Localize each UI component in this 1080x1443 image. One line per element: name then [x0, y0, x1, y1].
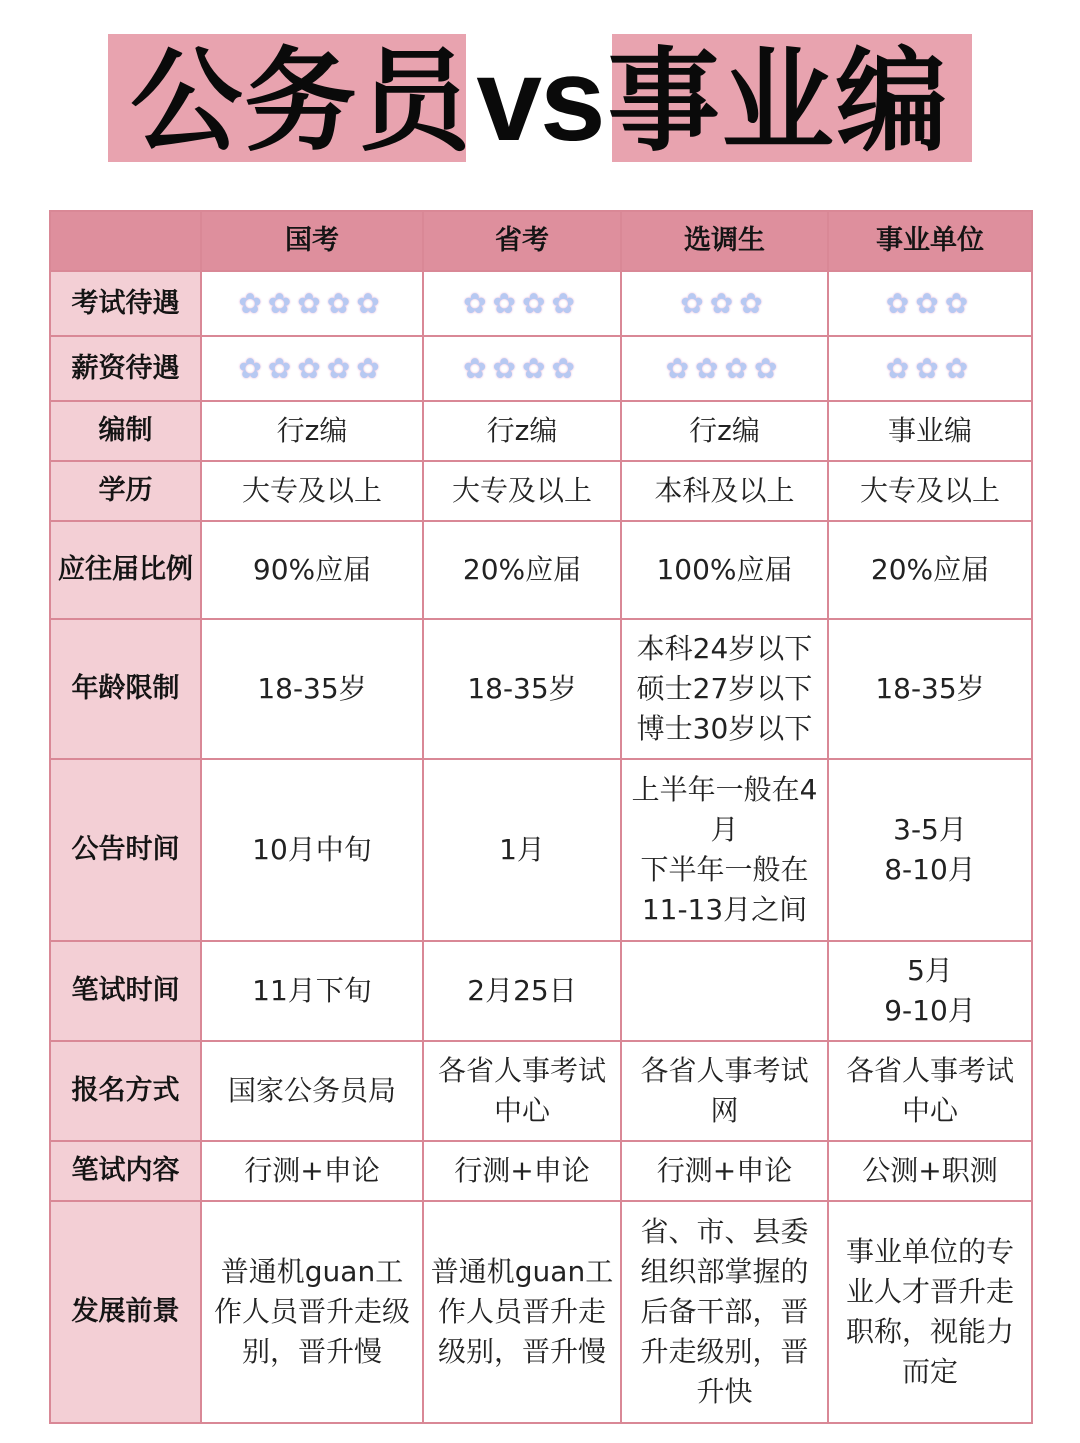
star-flower-icon: ✿: [492, 351, 522, 385]
star-rating: [201, 336, 423, 401]
table-row: [50, 619, 1032, 759]
star-flower-icon: ✿: [944, 286, 975, 320]
table-cell: 100%应届: [621, 521, 828, 619]
star-flower-icon: ✿: [297, 286, 327, 320]
table-cell: 2月25日: [423, 941, 621, 1041]
row-label: 应往届比例: [50, 521, 201, 619]
title-vs: vs: [476, 34, 604, 166]
star-flower-icon: ✿: [915, 351, 945, 385]
table-cell: 行测+申论: [423, 1141, 621, 1201]
page-title: [0, 34, 1080, 166]
table-cell: 1月: [423, 759, 621, 941]
star-flower-icon: ✿: [238, 286, 268, 320]
star-flower-icon: ✿: [463, 286, 493, 320]
table-cell: 大专及以上: [201, 461, 423, 521]
row-label: 报名方式: [50, 1041, 201, 1141]
column-header: 国考: [201, 211, 423, 271]
table-cell: 各省人事考试网: [621, 1041, 828, 1141]
row-label: 考试待遇: [50, 271, 201, 336]
table-row: [50, 461, 1032, 521]
star-flower-icon: ✿: [551, 286, 581, 320]
star-flower-icon: ✿: [885, 286, 916, 320]
star-rating: [621, 336, 828, 401]
table-cell: 5月 9-10月: [828, 941, 1032, 1041]
table-cell: 大专及以上: [828, 461, 1032, 521]
star-flower-icon: ✿: [356, 286, 386, 320]
table-cell: 普通机guan工作人员晋升走级别，晋升慢: [423, 1201, 621, 1423]
table-cell: [621, 941, 828, 1041]
star-flower-icon: ✿: [915, 286, 945, 320]
table-cell: 20%应届: [423, 521, 621, 619]
comparison-table: [49, 210, 1033, 1424]
table-cell: 行z编: [201, 401, 423, 461]
star-flower-icon: ✿: [267, 286, 298, 320]
star-flower-icon: ✿: [739, 286, 769, 320]
row-label: 笔试内容: [50, 1141, 201, 1201]
table-row: [50, 1201, 1032, 1423]
table-cell: 国家公务员局: [201, 1041, 423, 1141]
table-cell: 各省人事考试中心: [828, 1041, 1032, 1141]
star-rating: [621, 271, 828, 336]
table-cell: 省、市、县委组织部掌握的后备干部，晋升走级别，晋升快: [621, 1201, 828, 1423]
table-row: [50, 271, 1032, 336]
table-row: [50, 336, 1032, 401]
star-rating: [423, 271, 621, 336]
row-label: 发展前景: [50, 1201, 201, 1423]
row-label: 年龄限制: [50, 619, 201, 759]
star-flower-icon: ✿: [356, 351, 386, 385]
star-flower-icon: ✿: [492, 286, 522, 320]
table-cell: 行z编: [621, 401, 828, 461]
table-cell: 20%应届: [828, 521, 1032, 619]
table-cell: 11月下旬: [201, 941, 423, 1041]
star-flower-icon: ✿: [885, 351, 916, 385]
column-header: 事业单位: [828, 211, 1032, 271]
star-flower-icon: ✿: [297, 351, 327, 385]
table-cell: 行z编: [423, 401, 621, 461]
table-row: [50, 521, 1032, 619]
row-label: 学历: [50, 461, 201, 521]
table-cell: 本科24岁以下 硕士27岁以下 博士30岁以下: [621, 619, 828, 759]
star-flower-icon: ✿: [522, 351, 552, 385]
table-cell: 上半年一般在4月 下半年一般在11-13月之间: [621, 759, 828, 941]
title-part1: 公务员: [130, 37, 473, 167]
star-flower-icon: ✿: [326, 351, 357, 385]
star-rating: [423, 336, 621, 401]
row-label: 编制: [50, 401, 201, 461]
table-row: [50, 941, 1032, 1041]
table-cell: 本科及以上: [621, 461, 828, 521]
table-cell: 90%应届: [201, 521, 423, 619]
star-rating: [828, 271, 1032, 336]
table-cell: 10月中旬: [201, 759, 423, 941]
title-part2: 事业编: [607, 37, 950, 167]
column-header: 选调生: [621, 211, 828, 271]
star-flower-icon: ✿: [522, 286, 552, 320]
table-cell: 大专及以上: [423, 461, 621, 521]
star-flower-icon: ✿: [463, 351, 493, 385]
star-flower-icon: ✿: [551, 351, 581, 385]
table-row: [50, 401, 1032, 461]
row-label: 公告时间: [50, 759, 201, 941]
table-cell: 18-35岁: [201, 619, 423, 759]
star-flower-icon: ✿: [695, 351, 725, 385]
star-flower-icon: ✿: [267, 351, 298, 385]
star-flower-icon: ✿: [753, 351, 784, 385]
star-flower-icon: ✿: [238, 351, 268, 385]
star-flower-icon: ✿: [665, 351, 696, 385]
header-corner: [50, 211, 201, 271]
star-flower-icon: ✿: [680, 286, 710, 320]
table-cell: 公测+职测: [828, 1141, 1032, 1201]
table-row: [50, 1141, 1032, 1201]
table-cell: 3-5月 8-10月: [828, 759, 1032, 941]
table-cell: 18-35岁: [828, 619, 1032, 759]
table-cell: 行测+申论: [201, 1141, 423, 1201]
row-label: 笔试时间: [50, 941, 201, 1041]
star-rating: [828, 336, 1032, 401]
row-label: 薪资待遇: [50, 336, 201, 401]
title-text: [0, 34, 1080, 167]
star-rating: [201, 271, 423, 336]
star-flower-icon: ✿: [326, 286, 357, 320]
table-cell: 各省人事考试中心: [423, 1041, 621, 1141]
table-row: [50, 759, 1032, 941]
column-header: 省考: [423, 211, 621, 271]
star-flower-icon: ✿: [944, 351, 975, 385]
table-cell: 普通机guan工作人员晋升走级别，晋升慢: [201, 1201, 423, 1423]
star-flower-icon: ✿: [724, 351, 754, 385]
table-cell: 事业单位的专业人才晋升走职称，视能力而定: [828, 1201, 1032, 1423]
table-cell: 行测+申论: [621, 1141, 828, 1201]
star-flower-icon: ✿: [709, 286, 740, 320]
table-header-row: [50, 211, 1032, 271]
table-cell: 18-35岁: [423, 619, 621, 759]
table-row: [50, 1041, 1032, 1141]
table-cell: 事业编: [828, 401, 1032, 461]
